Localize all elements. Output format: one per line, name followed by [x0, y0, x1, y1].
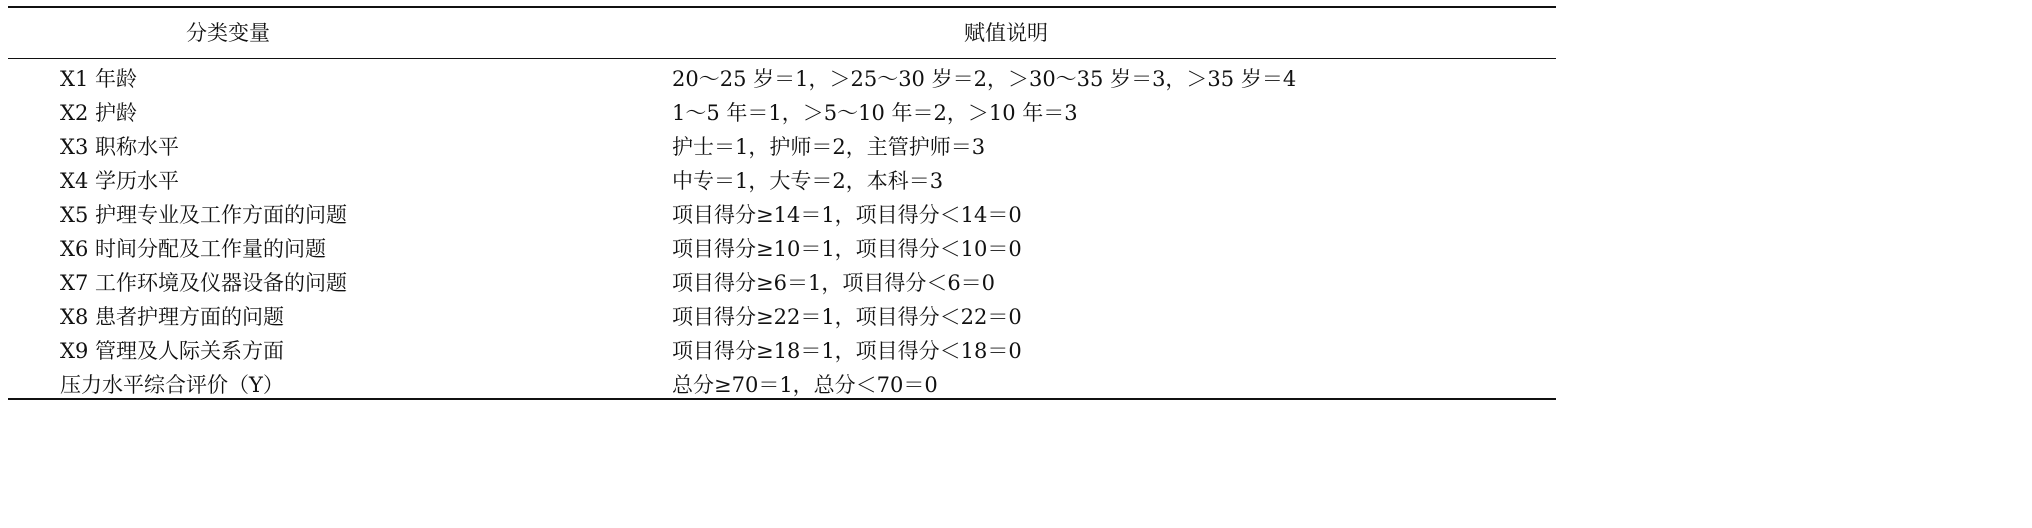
- table-row: [8, 232, 1556, 266]
- table-row: [8, 300, 1556, 334]
- table-row: [8, 96, 1556, 130]
- table-row: [8, 164, 1556, 198]
- description-cell: 项目得分≥22＝1，项目得分＜22＝0: [672, 305, 1022, 329]
- description-cell: 项目得分≥14＝1，项目得分＜14＝0: [672, 203, 1022, 227]
- description-cell: 护士＝1，护师＝2，主管护师＝3: [672, 135, 986, 159]
- variable-cell: X1 年龄: [60, 67, 137, 91]
- table-header-rule: [8, 58, 1556, 59]
- description-cell: 项目得分≥6＝1，项目得分＜6＝0: [672, 271, 996, 295]
- description-cell: 中专＝1，大专＝2，本科＝3: [672, 169, 944, 193]
- variable-cell: X6 时间分配及工作量的问题: [60, 237, 326, 261]
- table-row: [8, 62, 1556, 96]
- table-row: [8, 334, 1556, 368]
- table-row: [8, 266, 1556, 300]
- description-cell: 项目得分≥18＝1，项目得分＜18＝0: [672, 339, 1022, 363]
- variable-assignment-table: [8, 6, 1556, 400]
- variable-cell: X3 职称水平: [60, 135, 179, 159]
- description-cell: 总分≥70＝1，总分＜70＝0: [672, 373, 938, 397]
- header-variable: 分类变量: [186, 21, 270, 45]
- variable-cell: X2 护龄: [60, 101, 137, 125]
- table-row: [8, 198, 1556, 232]
- variable-cell: X8 患者护理方面的问题: [60, 305, 284, 329]
- table-body: [8, 62, 1556, 402]
- table-bottom-rule: [8, 398, 1556, 400]
- variable-cell: X4 学历水平: [60, 169, 179, 193]
- table-row: [8, 130, 1556, 164]
- description-cell: 20～25 岁＝1，＞25～30 岁＝2，＞30～35 岁＝3，＞35 岁＝4: [672, 67, 1297, 91]
- header-description: 赋值说明: [964, 21, 1048, 45]
- table-header: [8, 8, 1556, 58]
- variable-cell: X9 管理及人际关系方面: [60, 339, 284, 363]
- variable-cell: X5 护理专业及工作方面的问题: [60, 203, 347, 227]
- description-cell: 1～5 年＝1，＞5～10 年＝2，＞10 年＝3: [672, 101, 1078, 125]
- table-row: [8, 368, 1556, 402]
- variable-cell: X7 工作环境及仪器设备的问题: [60, 271, 347, 295]
- description-cell: 项目得分≥10＝1，项目得分＜10＝0: [672, 237, 1022, 261]
- variable-cell: 压力水平综合评价（Y）: [60, 373, 284, 397]
